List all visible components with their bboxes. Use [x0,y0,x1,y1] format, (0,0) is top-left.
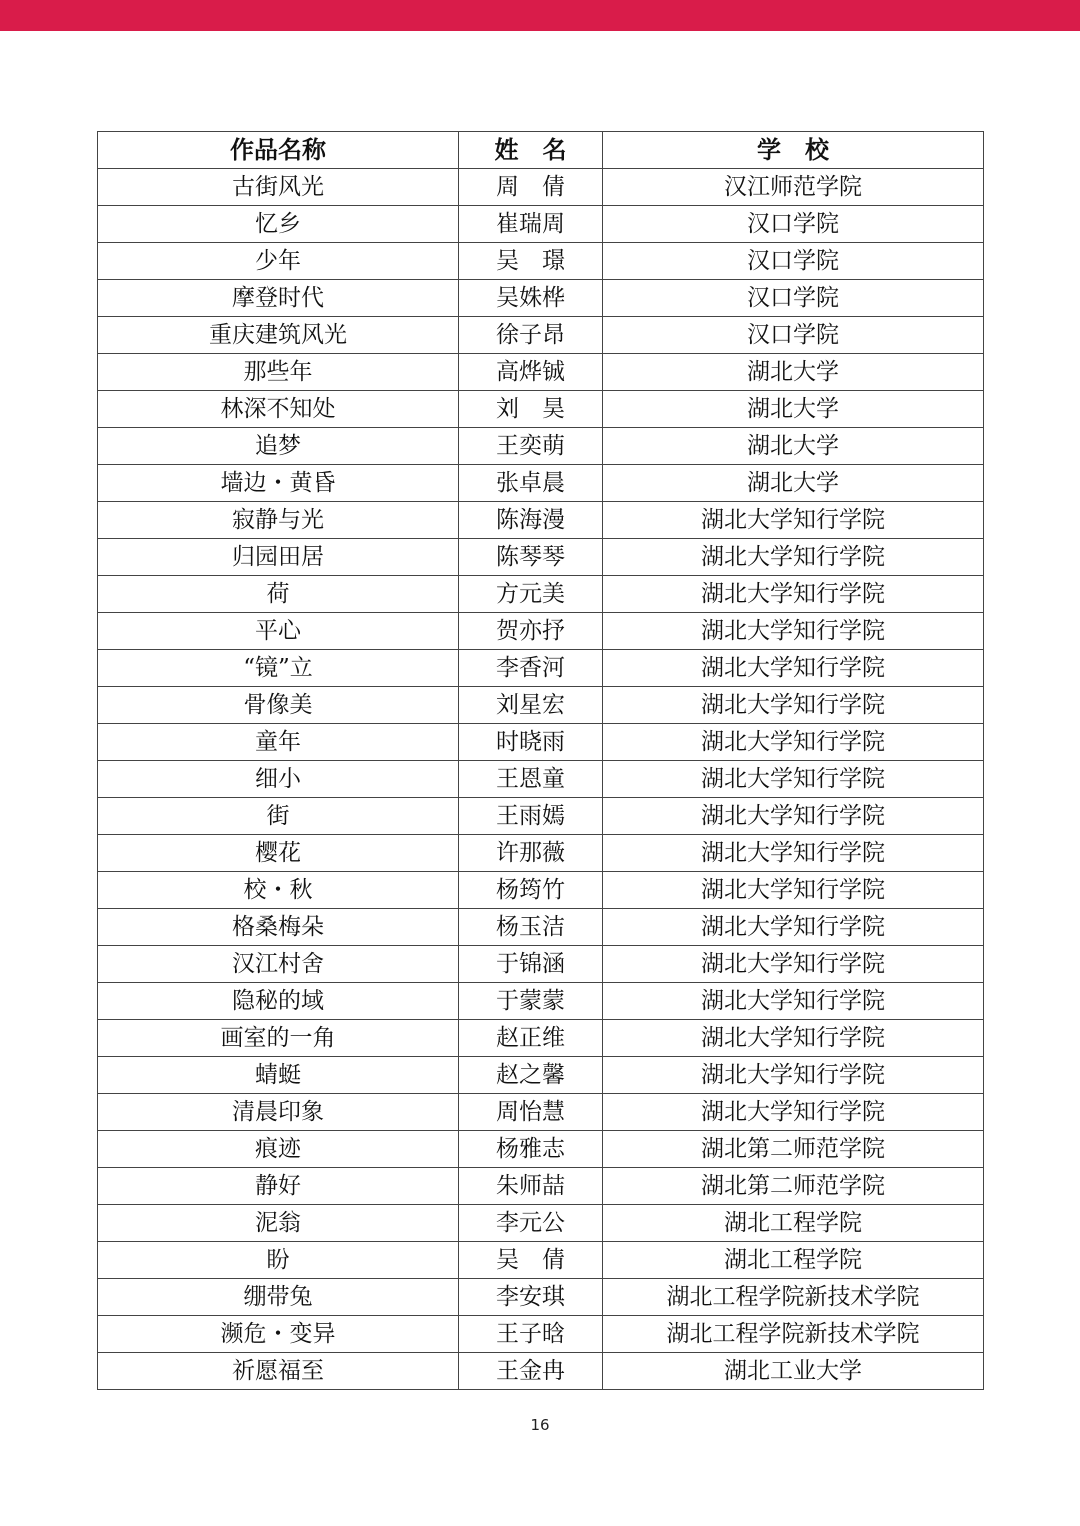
table-row [98,391,984,428]
name-cell: 崔瑞周 [459,206,603,243]
work-title-cell: 寂静与光 [98,502,459,539]
table-row [98,502,984,539]
name-cell: 徐子昂 [459,317,603,354]
work-title-cell: 汉江村舍 [98,946,459,983]
school-cell: 湖北工程学院 [603,1242,984,1279]
school-cell: 汉口学院 [603,280,984,317]
name-cell: 陈琴琴 [459,539,603,576]
table-row [98,1131,984,1168]
school-cell: 湖北大学知行学院 [603,576,984,613]
name-cell: 吴 璟 [459,243,603,280]
work-title-cell: 痕迹 [98,1131,459,1168]
page-number: 16 [530,1416,550,1434]
work-title-cell: 绷带兔 [98,1279,459,1316]
school-cell: 湖北第二师范学院 [603,1168,984,1205]
school-cell: 湖北大学知行学院 [603,946,984,983]
school-cell: 湖北大学知行学院 [603,909,984,946]
school-cell: 湖北大学知行学院 [603,983,984,1020]
school-cell: 汉江师范学院 [603,169,984,206]
name-cell: 贺亦抒 [459,613,603,650]
table-row [98,798,984,835]
school-cell: 湖北第二师范学院 [603,1131,984,1168]
work-title-cell: 荷 [98,576,459,613]
work-title-cell: 格桑梅朵 [98,909,459,946]
name-cell: 吴 倩 [459,1242,603,1279]
school-cell: 湖北大学 [603,465,984,502]
name-cell: 李元公 [459,1205,603,1242]
work-title-cell: 隐秘的域 [98,983,459,1020]
table-row [98,317,984,354]
name-cell: 李香河 [459,650,603,687]
name-cell: 王奕萌 [459,428,603,465]
name-cell: 周 倩 [459,169,603,206]
name-cell: 高烨铖 [459,354,603,391]
school-cell: 湖北大学 [603,391,984,428]
work-title-cell: 摩登时代 [98,280,459,317]
name-cell: 王子晗 [459,1316,603,1353]
work-title-cell: 街 [98,798,459,835]
top-color-bar [0,0,1080,31]
table-body [98,169,984,1390]
table-row [98,761,984,798]
table-row [98,1205,984,1242]
work-title-cell: 少年 [98,243,459,280]
work-title-cell: 祈愿福至 [98,1353,459,1390]
work-title-cell: 墙边・黄昏 [98,465,459,502]
table-row [98,206,984,243]
table-row [98,280,984,317]
work-title-cell: 盼 [98,1242,459,1279]
name-cell: 王金冉 [459,1353,603,1390]
table-row [98,576,984,613]
name-cell: 于锦涵 [459,946,603,983]
school-cell: 湖北大学知行学院 [603,1094,984,1131]
name-cell: 时晓雨 [459,724,603,761]
school-cell: 湖北大学 [603,428,984,465]
award-table-container [97,131,983,1390]
table-row [98,909,984,946]
school-cell: 湖北大学知行学院 [603,613,984,650]
school-cell: 湖北大学知行学院 [603,798,984,835]
school-cell: 湖北大学知行学院 [603,872,984,909]
table-row [98,724,984,761]
name-cell: 李安琪 [459,1279,603,1316]
name-cell: 杨雅志 [459,1131,603,1168]
school-cell: 湖北大学知行学院 [603,539,984,576]
work-title-cell: 清晨印象 [98,1094,459,1131]
work-title-cell: “镜”立 [98,650,459,687]
work-title-cell: 归园田居 [98,539,459,576]
school-cell: 湖北大学知行学院 [603,1020,984,1057]
work-title-cell: 那些年 [98,354,459,391]
table-row [98,1020,984,1057]
name-cell: 吴姝桦 [459,280,603,317]
school-cell: 汉口学院 [603,243,984,280]
work-title-cell: 重庆建筑风光 [98,317,459,354]
name-cell: 王恩童 [459,761,603,798]
work-title-cell: 林深不知处 [98,391,459,428]
table-row [98,1057,984,1094]
school-cell: 湖北大学知行学院 [603,502,984,539]
work-title-cell: 樱花 [98,835,459,872]
table-row [98,1279,984,1316]
table-row [98,465,984,502]
name-cell: 赵之馨 [459,1057,603,1094]
name-cell: 王雨嫣 [459,798,603,835]
school-cell: 湖北大学知行学院 [603,835,984,872]
table-row [98,835,984,872]
name-cell: 朱师喆 [459,1168,603,1205]
table-row [98,946,984,983]
name-cell: 方元美 [459,576,603,613]
table-row [98,354,984,391]
name-cell: 杨玉洁 [459,909,603,946]
school-cell: 湖北工程学院 [603,1205,984,1242]
work-title-cell: 忆乡 [98,206,459,243]
work-title-cell: 濒危・变异 [98,1316,459,1353]
school-cell: 湖北工程学院新技术学院 [603,1279,984,1316]
work-title-cell: 童年 [98,724,459,761]
table-row [98,650,984,687]
award-table [97,131,984,1390]
name-cell: 赵正维 [459,1020,603,1057]
school-cell: 汉口学院 [603,206,984,243]
school-cell: 湖北工程学院新技术学院 [603,1316,984,1353]
table-row [98,428,984,465]
table-row [98,1168,984,1205]
name-cell: 张卓晨 [459,465,603,502]
name-cell: 刘 昊 [459,391,603,428]
table-row [98,169,984,206]
table-row [98,539,984,576]
name-cell: 刘星宏 [459,687,603,724]
work-title-cell: 画室的一角 [98,1020,459,1057]
name-cell: 许那薇 [459,835,603,872]
work-title-cell: 泥翁 [98,1205,459,1242]
work-title-cell: 古街风光 [98,169,459,206]
work-title-cell: 校・秋 [98,872,459,909]
school-cell: 湖北大学知行学院 [603,1057,984,1094]
table-row [98,613,984,650]
table-row [98,243,984,280]
work-title-cell: 骨像美 [98,687,459,724]
school-cell: 湖北大学知行学院 [603,650,984,687]
table-header-row [98,132,984,169]
school-cell: 湖北工业大学 [603,1353,984,1390]
work-title-cell: 追梦 [98,428,459,465]
school-cell: 湖北大学知行学院 [603,687,984,724]
table-row [98,1316,984,1353]
table-row [98,687,984,724]
table-row [98,1353,984,1390]
table-row [98,1094,984,1131]
table-row [98,1242,984,1279]
name-cell: 周怡慧 [459,1094,603,1131]
work-title-cell: 平心 [98,613,459,650]
work-title-cell: 静好 [98,1168,459,1205]
work-title-cell: 蜻蜓 [98,1057,459,1094]
header-work-title: 作品名称 [98,132,459,169]
school-cell: 汉口学院 [603,317,984,354]
name-cell: 陈海漫 [459,502,603,539]
school-cell: 湖北大学 [603,354,984,391]
school-cell: 湖北大学知行学院 [603,761,984,798]
table-row [98,872,984,909]
header-name: 姓 名 [459,132,603,169]
header-school: 学 校 [603,132,984,169]
work-title-cell: 细小 [98,761,459,798]
name-cell: 杨筠竹 [459,872,603,909]
name-cell: 于蒙蒙 [459,983,603,1020]
school-cell: 湖北大学知行学院 [603,724,984,761]
table-row [98,983,984,1020]
